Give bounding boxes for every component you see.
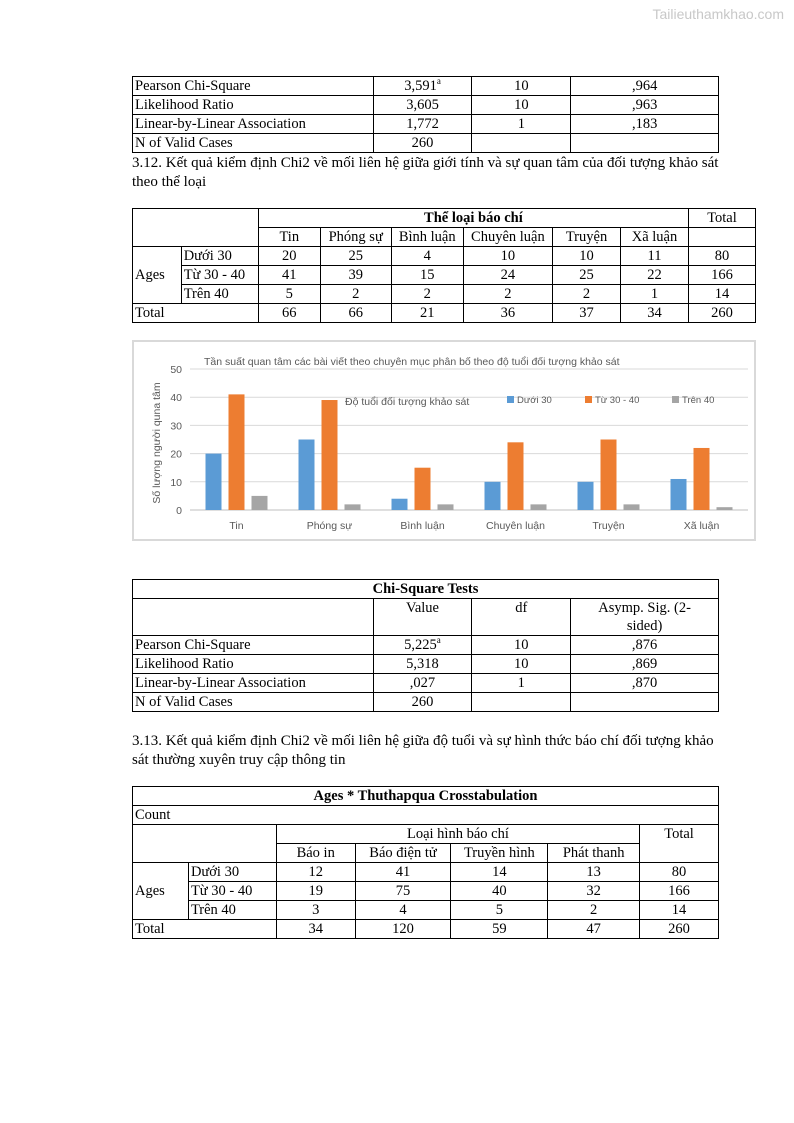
cell: 66 [320,304,391,323]
bar [322,400,338,510]
cell: 2 [553,285,621,304]
bars [206,394,733,510]
cell: 20 [258,247,320,266]
gridlines [190,369,748,510]
value-cell: 5,225$^a$ [373,636,472,655]
legend-swatch [507,396,514,403]
bar [578,482,594,510]
cell: 41 [258,266,320,285]
legend-swatch [672,396,679,403]
y-tick-label: 40 [170,392,182,405]
cell: 47 [548,920,640,939]
empty-corner [133,209,259,247]
legend-item: Từ 30 - 40 [595,395,640,406]
sig-cell: ,964 [571,77,719,96]
df-cell: 1 [472,674,571,693]
df-cell: 10 [472,77,571,96]
total-cell: 80 [640,863,719,882]
cell: 13 [548,863,640,882]
cell: 10 [463,247,552,266]
bar [671,479,687,510]
cell: 24 [463,266,552,285]
chi-square-table-1 [132,76,719,153]
sig-cell: ,963 [571,96,719,115]
cell: 4 [355,901,451,920]
table-row [133,674,719,693]
sig-cell: ,869 [571,655,719,674]
column-header: Phát thanh [548,844,640,863]
cell: 2 [548,901,640,920]
bar [392,499,408,510]
column-header: Asymp. Sig. (2-sided) [571,599,719,636]
column-header: Truyền hình [451,844,548,863]
sig-cell: ,876 [571,636,719,655]
count-label: Count [133,806,719,825]
total-header: Total [640,825,719,863]
cell: 5 [258,285,320,304]
row-label: Total [133,920,277,939]
sig-cell [571,693,719,712]
cell: 120 [355,920,451,939]
cell: 32 [548,882,640,901]
df-cell: 10 [472,655,571,674]
cell: 14 [451,863,548,882]
column-headers [133,599,719,636]
table-row [133,693,719,712]
cell: 41 [355,863,451,882]
bar [415,468,431,510]
row-group-label: Ages [133,247,182,304]
column-header: Báo điện tử [355,844,451,863]
total-cell: 14 [640,901,719,920]
x-tick-label: Truyện [592,520,625,532]
empty-cell [688,228,755,247]
row-label: N of Valid Cases [133,693,374,712]
media-crosstab-table [132,786,719,939]
cell: 11 [621,247,689,266]
df-cell: 1 [472,115,571,134]
cell: 2 [320,285,391,304]
table-row [133,882,719,901]
cell: 19 [276,882,355,901]
row-label: Likelihood Ratio [133,96,374,115]
column-header: Báo in [276,844,355,863]
cell: 25 [553,266,621,285]
row-label: Từ 30 - 40 [188,882,276,901]
total-cell: 166 [688,266,755,285]
bar-chart [132,340,756,541]
cell: 10 [553,247,621,266]
bar [438,504,454,510]
value-cell: 260 [373,693,472,712]
y-tick-label: 10 [170,476,182,489]
cell: 4 [391,247,463,266]
cell: 2 [463,285,552,304]
y-tick-label: 30 [170,420,182,433]
table-row [133,115,719,134]
bar [508,442,524,510]
table-row [133,636,719,655]
value-cell: 1,772 [373,115,472,134]
cell: 66 [258,304,320,323]
row-label: Linear-by-Linear Association [133,674,374,693]
total-row [133,304,756,323]
watermark: Tailieuthamkhao.com [652,6,784,22]
cell: 1 [621,285,689,304]
row-label: Dưới 30 [181,247,258,266]
row-label: N of Valid Cases [133,134,374,153]
table-row [133,863,719,882]
table-row [133,901,719,920]
legend [507,395,714,406]
table-row [133,77,719,96]
x-tick-label: Xã luận [683,520,720,532]
row-label: Pearson Chi-Square [133,77,374,96]
total-cell: 260 [640,920,719,939]
x-tick-label: Chuyên luận [486,520,545,532]
table-row [133,266,756,285]
cell: 59 [451,920,548,939]
legend-title: Độ tuổi đối tượng khảo sát [345,396,470,408]
group-header: Thể loại báo chí [258,209,688,228]
row-label: Trên 40 [181,285,258,304]
cell: 37 [553,304,621,323]
cell: 12 [276,863,355,882]
bar [206,454,222,510]
table-row [133,655,719,674]
column-header: Tin [258,228,320,247]
genre-crosstab-table [132,208,756,323]
legend-swatch [585,396,592,403]
row-label: Total [133,304,259,323]
sig-cell: ,870 [571,674,719,693]
bar [345,504,361,510]
row-label: Pearson Chi-Square [133,636,374,655]
row-label: Linear-by-Linear Association [133,115,374,134]
column-header: Chuyên luận [463,228,552,247]
value-cell: 260 [373,134,472,153]
y-tick-label: 20 [170,448,182,461]
sig-cell [571,134,719,153]
cell: 75 [355,882,451,901]
column-header: df [472,599,571,636]
value-cell: 3,605 [373,96,472,115]
chi-square-table-2 [132,579,719,712]
column-header: Value [373,599,472,636]
cell: 34 [621,304,689,323]
bar [299,440,315,511]
total-cell: 166 [640,882,719,901]
legend-item: Trên 40 [682,395,715,406]
cell: 22 [621,266,689,285]
column-header: Truyện [553,228,621,247]
table-row [133,134,719,153]
legend-item: Dưới 30 [517,395,552,406]
bar [531,504,547,510]
total-cell: 260 [688,304,755,323]
df-cell: 10 [472,636,571,655]
cell: 5 [451,901,548,920]
bar [624,504,640,510]
table-title: Ages * Thuthapqua Crosstabulation [133,787,719,806]
cell: 39 [320,266,391,285]
column-header: Phóng sự [320,228,391,247]
x-tick-label: Phóng sự [306,520,353,532]
cell: 15 [391,266,463,285]
table-row [133,96,719,115]
value-cell: ,027 [373,674,472,693]
bar [229,394,245,510]
cell: 34 [276,920,355,939]
cell: 40 [451,882,548,901]
total-row [133,920,719,939]
value-cell: 5,318 [373,655,472,674]
row-label: Từ 30 - 40 [181,266,258,285]
bar [694,448,710,510]
chart-title: Tần suất quan tâm các bài viết theo chuyên mục phân bố theo độ tuổi đối tượng khảo sát [204,356,620,368]
x-tick-label: Tin [229,520,244,532]
total-cell: 14 [688,285,755,304]
row-group-label: Ages [133,863,189,920]
cell: 36 [463,304,552,323]
section-heading-3-12: 3.12. Kết quả kiểm định Chi2 về mối liên hệ giữa giới tính và sự quan tâm của đối tượng khảo sát theo thể loại [132,155,719,190]
row-label: Dưới 30 [188,863,276,882]
df-cell: 10 [472,96,571,115]
x-tick-label: Bình luận [400,520,445,532]
y-tick-label: 50 [170,364,182,376]
cell: 2 [391,285,463,304]
column-header: Xã luận [621,228,689,247]
df-cell [472,134,571,153]
bar [252,496,268,510]
value-cell: 3,591$^a$ [373,77,472,96]
total-header: Total [688,209,755,228]
empty-corner [133,825,277,863]
total-cell: 80 [688,247,755,266]
table-row [133,285,756,304]
cell: 25 [320,247,391,266]
y-axis-label: Số lượng người quna tâm [151,382,163,504]
cell: 3 [276,901,355,920]
table-row [133,247,756,266]
cell: 21 [391,304,463,323]
table-title: Chi-Square Tests [133,580,719,599]
chart-svg [134,342,754,539]
bar [717,507,733,510]
bar [485,482,501,510]
sig-cell: ,183 [571,115,719,134]
group-header: Loại hình báo chí [276,825,639,844]
df-cell [472,693,571,712]
empty-cell [133,599,374,636]
column-header: Bình luận [391,228,463,247]
row-label: Trên 40 [188,901,276,920]
bar [601,440,617,511]
section-heading-3-13: 3.13. Kết quả kiểm định Chi2 về mối liên hệ giữa độ tuổi và sự hình thức báo chí đối tượng khảo sát thường xuyên truy cập thông tin [132,733,714,768]
y-tick-label: 0 [176,505,182,517]
row-label: Likelihood Ratio [133,655,374,674]
